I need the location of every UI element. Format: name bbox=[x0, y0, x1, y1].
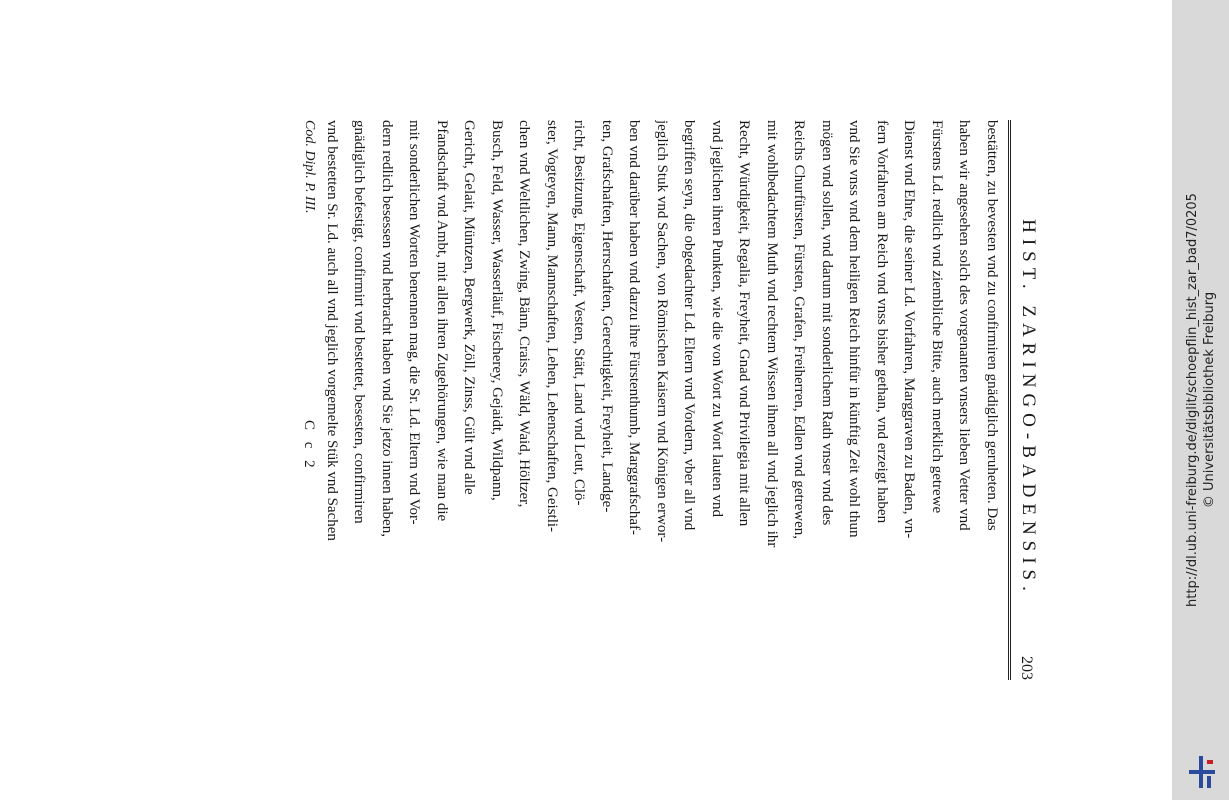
book-page-rotated bbox=[285, 120, 1045, 680]
text-line: ben vnd darüber haben vnd darzu ihre Fürstenthumb, Marggrafschaf- bbox=[626, 120, 643, 536]
text-line: Fürstens Ld. redlich vnd ziembliche Bitte, auch merklich getrewe bbox=[929, 120, 945, 514]
text-line: dern redlich besessen vnd herbracht haben vnd Sie jetzo innen haben, bbox=[379, 120, 395, 537]
copyright-text: © Universitätsbibliothek Freiburg bbox=[1201, 291, 1217, 509]
text-line: Busch, Feld, Wasser, Wasserläuf, Fischerey, Gejaidt, Wildpann, bbox=[489, 120, 505, 501]
text-line: ster, Vogteyen, Mann, Mannschaften, Lehen, Lehenschaften, Geistli- bbox=[544, 120, 560, 533]
text-line: Dienst vnd Ehre, die seiner Ld. Vorfahren, Marggraven zu Baden, vn- bbox=[901, 120, 918, 539]
header-title: HIST. ZARINGO-BADENSIS. bbox=[1018, 219, 1039, 597]
text-line: mögen vnd sollen, vnd darum mit sonderlichem Rath vnser vnd des bbox=[819, 120, 835, 526]
text-line: richt, Besitzung, Eigenschaft, Vesten, Stätt, Land vnd Leut, Clö- bbox=[571, 120, 588, 506]
text-line: vnd Sie vnss vnd dem heiligen Reich hinfür in künftig Zeit wohl thun bbox=[846, 120, 863, 538]
text-line: chen vnd Weltlichen, Zwing, Bänn, Craiss, Wäld, Waid, Höltzer, bbox=[516, 120, 533, 508]
text-line: fern Vorfahren am Reich vnd vnss bisher gethan, vnd erzeigt haben bbox=[874, 120, 890, 524]
text-line: bestätten, zu bevesten vnd zu confirmiren gnädiglich geruheten. Das bbox=[984, 120, 1000, 531]
text-line: Gericht, Gelait, Müntzen, Bergwerk, Zöll, Zinss, Gült vnd alle bbox=[461, 120, 478, 495]
text-line: ten, Grafschaften, Herrschaften, Gerechtigkeit, Freyheit, Landge- bbox=[599, 120, 615, 513]
signature-mark: C c 2 bbox=[301, 420, 317, 472]
text-line: haben wir angesehen solch des vorgenanten vnsers lieben Vetter vnd bbox=[956, 120, 973, 531]
library-sidebar bbox=[1172, 0, 1229, 800]
body-text bbox=[318, 120, 1006, 680]
text-line: gnädiglich befestigt, confirmirt vnd bestettet, besesten, confirmiren bbox=[351, 120, 368, 524]
page-number: 203 bbox=[1018, 656, 1035, 680]
book-page bbox=[160, 0, 1170, 800]
text-line: mit sonderlichen Worten benennen mag, die Sr. Ld. Eltern vnd Vor- bbox=[406, 120, 423, 525]
text-line: Reichs Churfürsten, Fürsten, Grafen, Freiherren, Edlen vnd getrewen, bbox=[791, 120, 808, 540]
ub-freiburg-logo-icon bbox=[1189, 756, 1215, 788]
text-line: Pfandschaft vnd Ambt, mit allen ihren Zugehörungen, wie man die bbox=[434, 120, 450, 522]
page-content bbox=[285, 120, 1045, 680]
text-line: begriffen seyn, die obgedachter Ld. Eltern vnd Vordern, vber all vnd bbox=[681, 120, 698, 531]
text-line: jeglich Stuk vnd Sachen, von Römischen Kaisern vnd Königen erwor- bbox=[654, 120, 670, 543]
text-line: mit wohlbedachtem Muth vnd rechtem Wissen ihnen all vnd jeglich ihr bbox=[764, 120, 780, 548]
sidebar-caption bbox=[1184, 20, 1218, 780]
text-line: vnd jeglichen ihren Punkten, wie die von Wort zu Wort lauten vnd bbox=[709, 120, 725, 517]
source-url[interactable]: http://dl.ub.uni-freiburg.de/diglit/schoepflin_hist_zar_bad7/0205 bbox=[1184, 193, 1200, 607]
text-line: Recht, Würdigkeit, Regalia, Freyheit, Gnad vnd Privilegia mit allen bbox=[736, 120, 753, 527]
header-rule bbox=[1008, 120, 1011, 680]
footer-citation: Cod. Dipl. P. III. bbox=[302, 120, 317, 214]
text-line: vnd bestetten Sr. Ld. auch all vnd jeglich vorgemelte Stük vnd Sachen bbox=[324, 120, 340, 541]
running-header bbox=[1017, 120, 1045, 680]
